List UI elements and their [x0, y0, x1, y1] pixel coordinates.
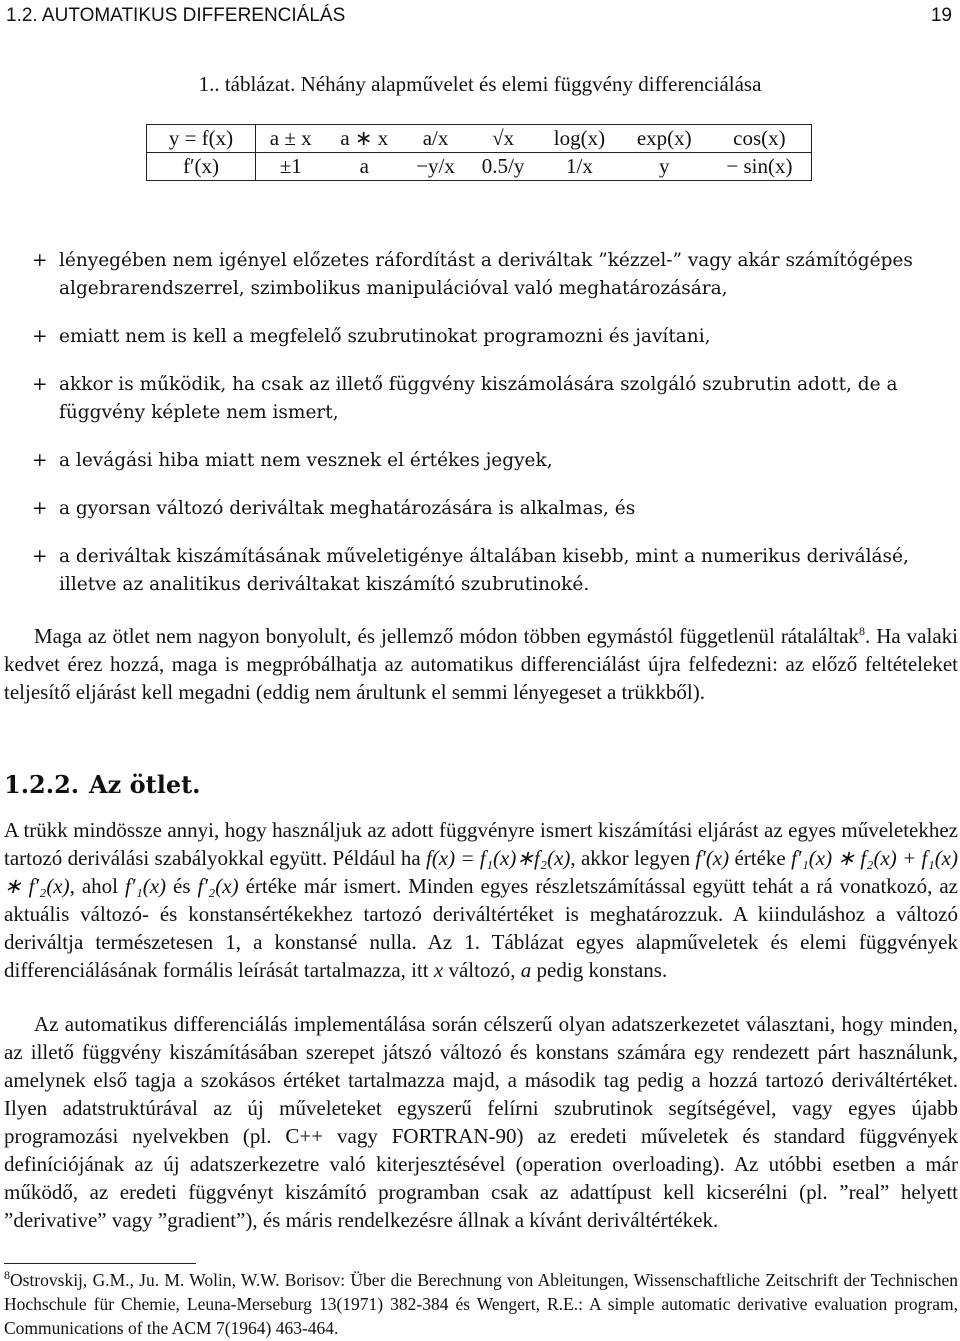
plus-marker: +	[32, 546, 48, 567]
table-cell: ±1	[279, 154, 302, 178]
list-item	[32, 247, 957, 303]
list-item	[32, 543, 957, 599]
math-formula: f′₁(x) ∗ f₂(x) + f₁(x) ∗ f′₂(x)	[4, 846, 958, 898]
table-cell: a ± x	[256, 125, 326, 153]
list-item-text: a levágási hiba miatt nem vesznek el értékes jegyek,	[59, 450, 553, 471]
derivative-table	[146, 124, 812, 181]
table-cell: 0.5/y	[481, 154, 525, 178]
footnote-number: 8	[4, 1268, 10, 1283]
paragraph-text: értéke már ismert. Minden egyes részletszámítással együtt tehát a rá vonatkozó, az aktuális változó- és konstansértékekhez tartozó deriváltértéket is meghatározzuk. A kiinduláshoz a változó deriváltja természetesen 1, a konstansé nulla. Az 1. Táblázat egyes alapműveletek és elemi függvények differenciálásának formális leírását tartalmazza, itt	[4, 874, 959, 982]
section-heading	[4, 770, 201, 799]
math-formula: f(x) = f₁(x)∗f₂(x)	[425, 846, 571, 870]
table-caption: 1.. táblázat. Néhány alapművelet és elemi függvény differenciálása	[198, 72, 762, 96]
paragraph-text: pedig konstans.	[531, 958, 668, 982]
table-cell: y	[658, 154, 670, 178]
section-title: Az ötlet.	[89, 770, 201, 799]
plus-marker: +	[32, 250, 48, 271]
list-item-text: a deriváltak kiszámításának műveletigénye általában kisebb, mint a numerikus deriválásé, illetve az analitikus deriváltakat kiszámító szubrutinoké.	[59, 546, 909, 595]
list-item	[32, 371, 957, 427]
list-item-text: lényegében nem igényel előzetes ráfordítást a deriváltak ”kézzel-” vagy akár számítógépes algebrarendszerrel, szimbolikus manipulációval való meghatározására,	[59, 250, 913, 299]
plus-marker: +	[32, 326, 48, 347]
paragraph-text: és	[166, 874, 198, 898]
math-variable: a	[520, 958, 532, 982]
table-cell: y = f(x)	[147, 125, 256, 153]
list-item	[32, 323, 957, 351]
paragraph-text: A trükk mindössze annyi, hogy használjuk az adott függvényre ismert kiszámítási eljárást az egyes műveletekhez tartozó deriválási szabályokkal együtt. Például ha	[4, 818, 958, 870]
paragraph-text: Az automatikus differenciálás implementálása során célszerű olyan adatszerkezetet választani, hogy minden, az illető függvény kiszámításában szerepet játszó változó és konstans számára egy rendezett párt használunk, amelynek első tagja a szokásos értéket tartalmazza majd, a második tag pedig a hozzá tartozó deriváltértéket. Ilyen adatstruktúrával az új műveleteket egyszerű felírni szubrutinok segítségével, vagy egyes újabb programozási nyelvekben (pl. C++ vagy FORTRAN-90) az eredeti műveletek és standard függvények definíciójának az új adatszerkezetre való kiterjesztésével (operation overloading). Az utóbbi esetben a már működő, az eredeti függvényt kiszámító programban csak az adattípust kell kicserélni (pl. ”real” helyett ”derivative” vagy ”gradient”), és máris rendelkezésre állnak a kívánt deriváltértékek.	[4, 1012, 958, 1232]
paragraph-text: . Ha valaki kedvet érez hozzá, maga is megpróbálhatja az automatikus differenciálást újra felfedezni: az előző feltételeket teljesítő eljárást kell megadni (eddig nem árultunk el semmi lényegeset a trükkből).	[4, 624, 958, 704]
page-number: 19	[930, 5, 952, 26]
table-cell: √x	[468, 125, 538, 153]
table-cell: a	[359, 154, 369, 178]
math-formula: f′₁(x)	[125, 874, 167, 898]
paragraph-text: értéke	[729, 846, 792, 870]
table-cell: log(x)	[538, 125, 620, 153]
plus-marker: +	[32, 450, 48, 471]
table-cell: a ∗ x	[325, 125, 403, 153]
table-row	[147, 125, 812, 153]
table-cell: − sin(x)	[726, 154, 793, 178]
math-formula: f′₂(x)	[197, 874, 239, 898]
advantages-list	[32, 247, 957, 619]
header-section-title: 1.2. AUTOMATIKUS DIFFERENCIÁLÁS	[6, 5, 346, 26]
intro-paragraph	[4, 622, 958, 706]
table-cell: cos(x)	[708, 125, 812, 153]
footnote-text: Ostrovskij, G.M., Ju. M. Wolin, W.W. Borisov: Über die Berechnung von Ableitungen, Wissenschaftliche Zeitschrift der Technischen Hochschule für Chemie, Leuna-Merseburg 13(1971) 382-384 és Wengert, R.E.: A simple automatic derivative evaluation program, Communications of the ACM 7(1964) 463-464.	[4, 1270, 958, 1338]
footnote-divider	[4, 1263, 196, 1264]
footnote-reference[interactable]: 8	[858, 624, 865, 638]
table-cell: 1/x	[565, 154, 593, 178]
table-cell: −y/x	[416, 154, 455, 178]
paragraph-text: Maga az ötlet nem nagyon bonyolult, és jellemző módon többen egymástól függetlenül rátaláltak	[34, 624, 859, 648]
list-item-text: a gyorsan változó deriváltak meghatározására is alkalmas, és	[59, 498, 636, 519]
table-cell: f′(x)	[147, 153, 256, 181]
paragraph-text: , akkor legyen	[570, 846, 696, 870]
math-formula: f′(x)	[695, 846, 730, 870]
list-item-text: akkor is működik, ha csak az illető függvény kiszámolására szolgáló szubrutin adott, de a függvény képlete nem ismert,	[59, 374, 898, 423]
plus-marker: +	[32, 498, 48, 519]
table-row	[147, 153, 812, 181]
paragraph-text: , ahol	[69, 874, 126, 898]
table-cell: a/x	[403, 125, 468, 153]
table-cell: exp(x)	[621, 125, 708, 153]
idea-paragraph	[4, 816, 958, 984]
paragraph-text: változó,	[443, 958, 521, 982]
list-item	[32, 495, 957, 523]
math-variable: x	[433, 958, 444, 982]
section-number: 1.2.2.	[4, 770, 80, 799]
plus-marker: +	[32, 374, 48, 395]
footnote	[4, 1268, 958, 1340]
list-item-text: emiatt nem is kell a megfelelő szubrutinokat programozni és javítani,	[59, 326, 711, 347]
implementation-paragraph	[4, 1010, 958, 1234]
list-item	[32, 447, 957, 475]
running-header	[6, 2, 952, 30]
